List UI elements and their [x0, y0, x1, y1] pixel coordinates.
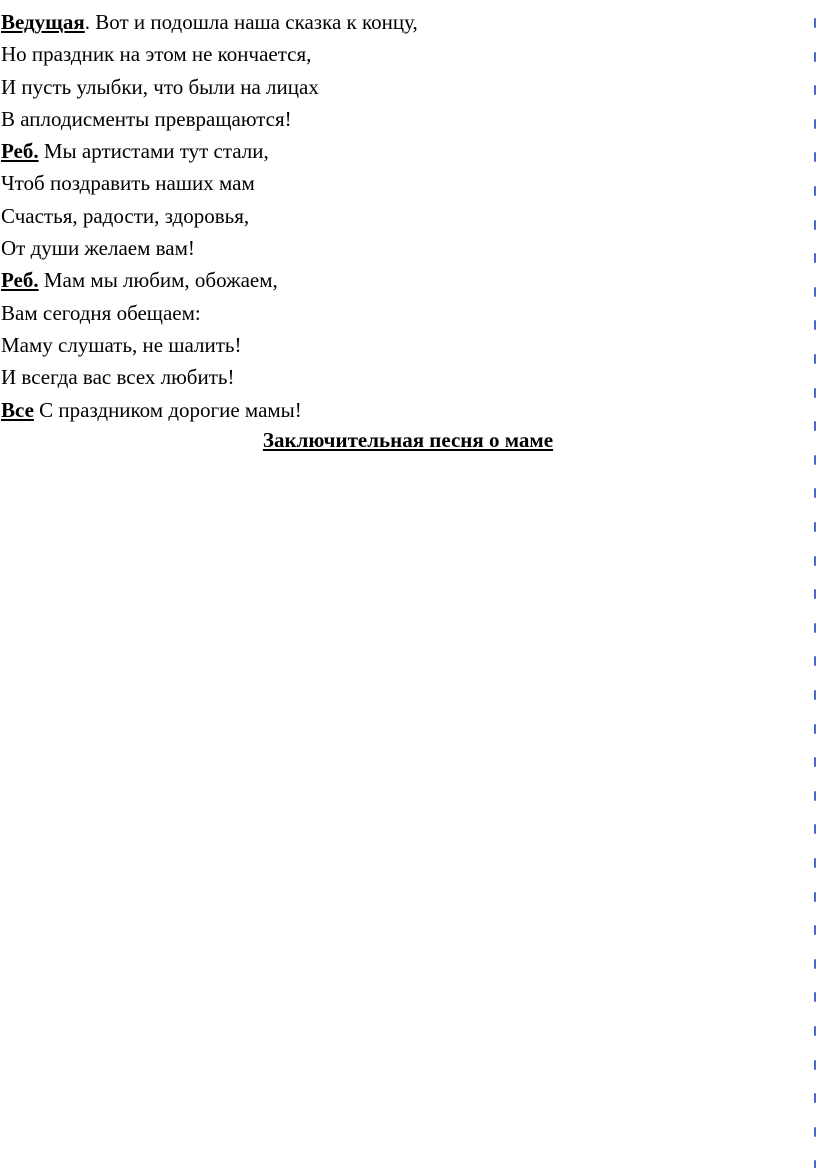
margin-decoration [810, 18, 816, 1168]
line-text: Маму слушать, не шалить! [1, 332, 242, 357]
speaker-label: Все [1, 397, 34, 422]
line-text: Счастья, радости, здоровья, [1, 203, 250, 228]
speaker-label: Реб. [1, 268, 39, 293]
line-text: Мы артистами тут стали, [38, 139, 269, 164]
poem-line-7 [1, 200, 791, 232]
poem-line-1 [1, 6, 791, 38]
line-text: Но праздник на этом не кончается, [1, 42, 312, 67]
line-text: В аплодисменты превращаются! [1, 106, 292, 131]
poem-line-13 [1, 394, 791, 426]
poem-line-11 [1, 329, 791, 361]
poem-line-4 [1, 103, 791, 135]
poem-line-8 [1, 232, 791, 264]
poem-body [1, 6, 791, 426]
poem-line-10 [1, 297, 791, 329]
line-text: От души желаем вам! [1, 236, 195, 261]
line-text: И всегда вас всех любить! [1, 365, 235, 390]
line-text: Чтоб поздравить наших мам [1, 171, 255, 196]
line-text: . Вот и подошла наша сказка к концу, [84, 10, 418, 34]
speaker-label: Реб. [1, 139, 39, 164]
poem-line-2 [1, 38, 791, 70]
line-text: С праздником дорогие мамы! [33, 397, 302, 422]
speaker-label: Ведущая [1, 10, 85, 34]
poem-line-9 [1, 264, 791, 296]
poem-line-5 [1, 135, 791, 167]
poem-line-3 [1, 71, 791, 103]
line-text: Мам мы любим, обожаем, [38, 268, 278, 293]
poem-line-12 [1, 361, 791, 393]
poem-line-6 [1, 167, 791, 199]
closing-song-title: Заключительная песня о маме [262, 428, 554, 452]
line-text: И пусть улыбки, что были на лицах [1, 74, 319, 99]
line-text: Вам сегодня обещаем: [1, 300, 201, 325]
